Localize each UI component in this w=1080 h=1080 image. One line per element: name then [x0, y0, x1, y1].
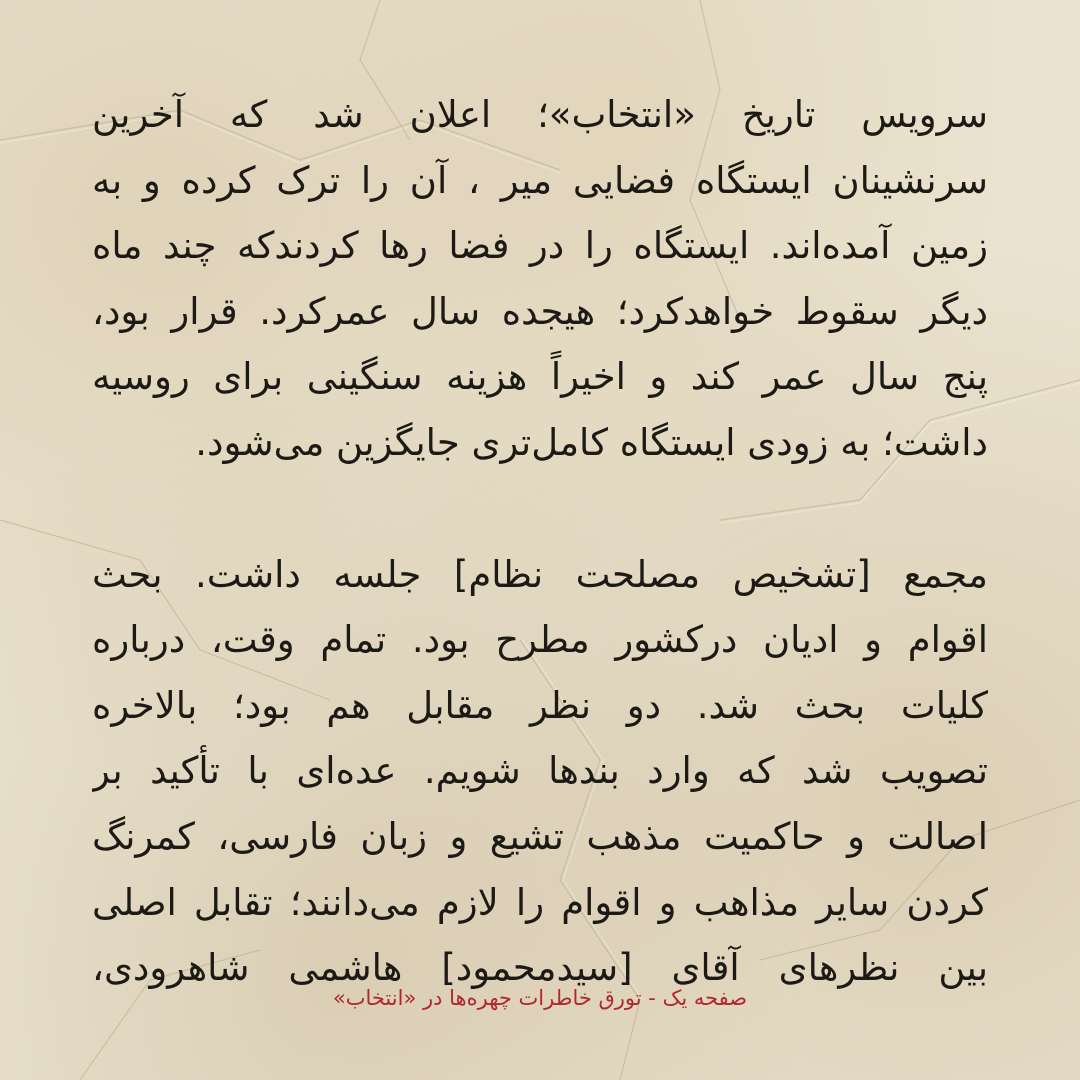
text-line: سرویس تاریخ «انتخاب»؛ اعلان شد که آخرین	[92, 93, 988, 136]
text-line: اصالت و حاکمیت مذهب تشیع و زبان فارسی، کمرنگ	[92, 814, 988, 858]
paragraph-spacer	[92, 476, 988, 542]
paragraph-expediency-council	[92, 542, 988, 1001]
text-line: مجمع [تشخیص مصلحت نظام] جلسه داشت. بحث	[92, 552, 988, 596]
text-line: سرنشینان ایستگاه فضایی میر ، آن را ترک کرده و به	[92, 158, 988, 202]
text-line: زمین آمده‌اند. ایستگاه را در فضا رها کردندکه چند ماه	[92, 224, 988, 268]
text-line: کردن سایر مذاهب و اقوام را لازم می‌دانند؛ تقابل اصلی	[92, 880, 988, 924]
text-line: دیگر سقوط خواهدکرد؛ هیجده سال عمرکرد. قرار بود،	[92, 289, 988, 333]
text-line: بین نظرهای آقای [سیدمحمود] هاشمی شاهرودی،	[92, 946, 988, 990]
text-line: داشت؛ به زودی ایستگاه کامل‌تری جایگزین می‌شود.	[195, 420, 988, 464]
text-line: اقوام و ادیان درکشور مطرح بود. تمام وقت، درباره	[92, 618, 988, 662]
text-line: تصویب شد که وارد بندها شویم. عده‌ای با تأکید بر	[92, 749, 988, 793]
text-line: پنج سال عمر کند و اخیراً هزینه سنگینی برای روسیه	[92, 355, 988, 399]
footer-caption: صفحه یک - تورق خاطرات چهره‌ها در «انتخاب»	[332, 986, 748, 1010]
text-line: کلیات بحث شد. دو نظر مقابل هم بود؛ بالاخره	[92, 683, 988, 727]
paragraph-mir-station	[92, 82, 988, 476]
